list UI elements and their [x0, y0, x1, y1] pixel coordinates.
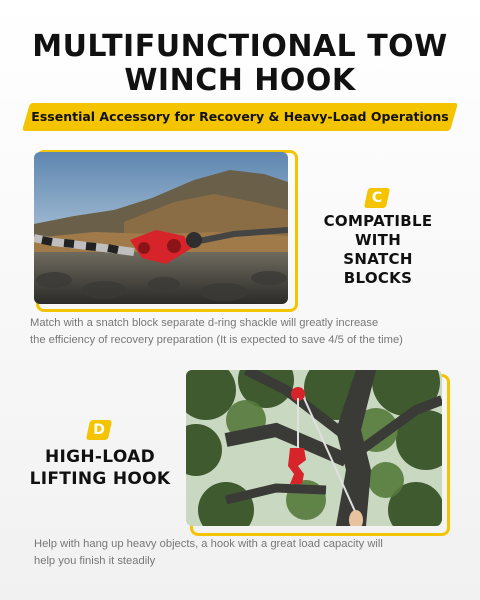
feature-c-desc-line-2: the efficiency of recovery preparation (It is expected to save 4/5 of the time)	[30, 334, 403, 346]
badge-c-letter: C	[371, 190, 383, 206]
feature-c-title-line-2: WITH	[354, 231, 402, 249]
snatch-block-photo	[34, 152, 288, 304]
feature-c-desc-line-1: Match with a snatch block separate d-ring shackle will greatly increase	[30, 317, 379, 329]
mountain-scene-image	[34, 152, 288, 304]
feature-c-title-line-1: COMPATIBLE	[323, 212, 433, 230]
title-line-1: MULTIFUNCTIONAL TOW	[32, 29, 448, 64]
feature-d-title-line-1: HIGH-LOAD	[45, 447, 155, 467]
feature-d-desc-line-1: Help with hang up heavy objects, a hook with a great load capacity will	[34, 538, 383, 550]
title-line-2: WINCH HOOK	[124, 63, 356, 98]
subtitle-banner-text: Essential Accessory for Recovery & Heavy-Load Operations	[31, 109, 449, 124]
page-title	[0, 30, 480, 98]
feature-d-title-line-2: LIFTING HOOK	[29, 469, 171, 489]
feature-d-title	[20, 446, 180, 490]
lifting-hook-photo	[186, 370, 442, 526]
feature-d-desc-line-2: help you finish it steadily	[34, 555, 156, 567]
badge-d-letter: D	[93, 422, 105, 438]
feature-c-title-line-3: SNATCH BLOCKS	[343, 250, 413, 287]
tree-scene-image	[186, 370, 442, 526]
feature-c-title	[308, 212, 448, 288]
feature-d-description	[34, 536, 464, 570]
feature-c-description	[30, 315, 470, 349]
